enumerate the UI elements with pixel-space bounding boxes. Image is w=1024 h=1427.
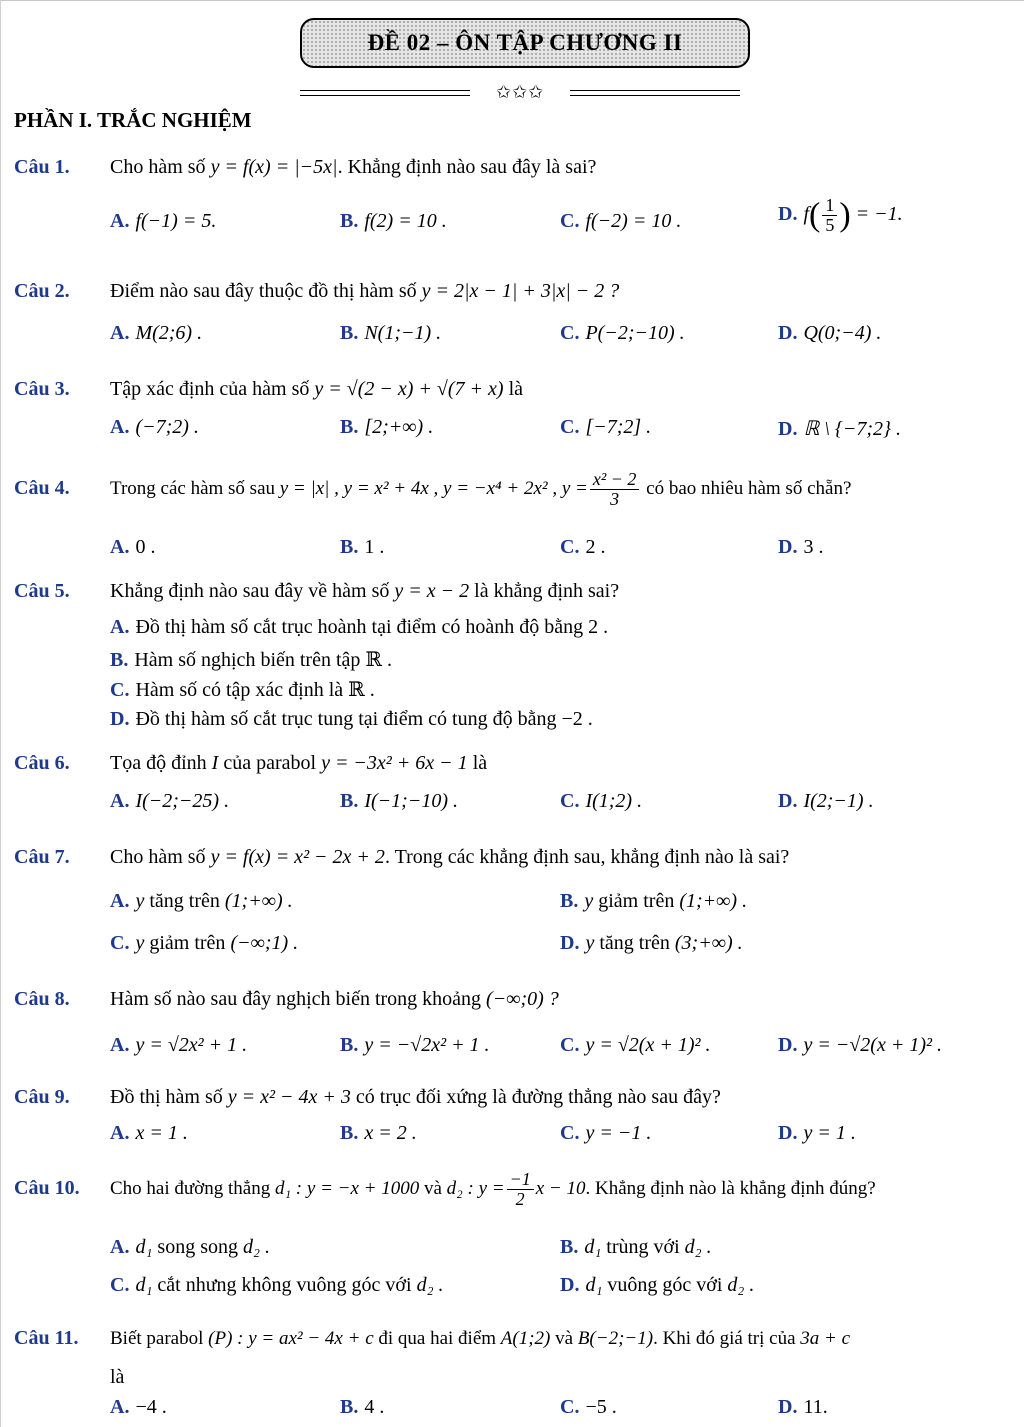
answer-option[interactable]: A. f(−1) = 5. <box>110 210 217 232</box>
question-number: Câu 7. <box>14 846 70 868</box>
answer-option[interactable]: B. f(2) = 10 . <box>340 210 447 232</box>
question-9 <box>14 1086 1024 1109</box>
math-expression: d₁ : y = −x + 1000 <box>274 1177 420 1199</box>
math-expression: (P) : y = ax² − 4x + c <box>208 1328 374 1349</box>
math-expression: y = f(x) = x² − 2x + 2 <box>210 846 385 868</box>
question-text: đi qua hai điểm <box>378 1328 497 1349</box>
question-number: Câu 4. <box>14 476 70 499</box>
question-7 <box>14 846 1024 869</box>
question-number: Câu 2. <box>14 280 70 302</box>
question-text: Cho hàm số <box>110 156 206 178</box>
page-title: ĐỀ 02 – ÔN TẬP CHƯƠNG II <box>300 18 750 68</box>
math-expression: y = 2|x − 1| + 3|x| − 2 ? <box>421 280 620 302</box>
answer-option[interactable]: A. (−7;2) . <box>110 416 199 438</box>
question-text: Hàm số nào sau đây nghịch biến trong khoảng <box>110 988 482 1010</box>
answer-option[interactable]: A. 0 . <box>110 536 156 558</box>
math-expression: y = x − 2 <box>394 580 470 602</box>
divider-right <box>570 90 740 96</box>
question-text: Cho hai đường thẳng <box>110 1177 271 1199</box>
question-number: Câu 11. <box>14 1327 79 1349</box>
answer-option[interactable]: A. y = √2x² + 1 . <box>110 1034 248 1056</box>
question-text: Biết parabol <box>110 1328 204 1349</box>
answer-option[interactable]: C. y giảm trên (−∞;1) . <box>110 932 299 954</box>
question-number: Câu 5. <box>14 580 70 602</box>
question-text: Đồ thị hàm số <box>110 1086 223 1108</box>
answer-option[interactable]: C. P(−2;−10) . <box>560 322 685 344</box>
answer-option[interactable]: C. −5 . <box>560 1396 617 1418</box>
answer-option[interactable]: B. x = 2 . <box>340 1122 417 1144</box>
answer-option[interactable]: A. −4 . <box>110 1396 167 1418</box>
question-number: Câu 6. <box>14 752 70 774</box>
answer-option[interactable]: D. 3 . <box>778 536 824 558</box>
math-expression: y = f(x) = |−5x| <box>210 156 338 178</box>
answer-option[interactable]: D. ℝ \ {−7;2} . <box>778 418 902 440</box>
answer-option[interactable]: D. y tăng trên (3;+∞) . <box>560 932 743 954</box>
answer-option[interactable]: A. y tăng trên (1;+∞) . <box>110 890 293 912</box>
math-expression: (−∞;0) ? <box>486 988 559 1010</box>
answer-option[interactable]: C. Hàm số có tập xác định là ℝ . <box>110 679 375 701</box>
math-expression: y = x² − 4x + 3 <box>227 1086 351 1108</box>
math-expression: y = |x| , y = x² + 4x , y = −x⁴ + 2x² , y = <box>279 477 588 499</box>
question-text: . Khẳng định nào là khẳng định đúng? <box>585 1177 876 1199</box>
question-11: Câu 11. Biết parabol (P) : y = ax² − 4x + c đi qua hai điểm A(1;2) và B(−2;−1). Khi đó giá trị của 3a + c <box>14 1327 851 1349</box>
math-expression: d₂ : y = <box>446 1177 505 1199</box>
question-number: Câu 9. <box>14 1086 70 1108</box>
answer-option[interactable]: B. y giảm trên (1;+∞) . <box>560 890 748 912</box>
question-1 <box>14 156 1024 179</box>
question-text: . Khẳng định nào sau đây là sai? <box>337 156 597 178</box>
answer-option[interactable]: C. [−7;2] . <box>560 416 652 438</box>
question-number: Câu 10. <box>14 1176 80 1199</box>
answer-option[interactable]: B. y = −√2x² + 1 . <box>340 1034 490 1056</box>
question-8 <box>14 988 1024 1011</box>
answer-option[interactable]: A. I(−2;−25) . <box>110 790 230 812</box>
question-text: . Trong các khẳng định sau, khẳng định nào là sai? <box>384 846 790 868</box>
question-text: Tọa độ đỉnh <box>110 752 207 774</box>
question-3 <box>14 378 1024 401</box>
answer-option[interactable]: D. I(2;−1) . <box>778 790 874 812</box>
answer-option[interactable]: B. d₁ trùng với d₂ . <box>560 1236 712 1258</box>
answer-option[interactable]: D. y = 1 . <box>778 1122 856 1144</box>
question-6: Câu 6. Tọa độ đỉnh I của parabol y = −3x² + 6x − 1 là <box>14 752 488 774</box>
question-2 <box>14 280 1024 303</box>
question-text: là khẳng định sai? <box>474 580 620 602</box>
question-text: Điểm nào sau đây thuộc đồ thị hàm số <box>110 280 417 302</box>
answer-option[interactable]: A. Đồ thị hàm số cắt trục hoành tại điểm có hoành độ bằng 2 . <box>110 616 609 638</box>
answer-option[interactable]: A. M(2;6) . <box>110 322 203 344</box>
question-text: là <box>508 378 524 400</box>
question-number: Câu 8. <box>14 988 70 1010</box>
answer-option[interactable]: A. d₁ song song d₂ . <box>110 1236 270 1258</box>
question-text: là <box>472 752 488 774</box>
answer-option[interactable]: D. 11. <box>778 1396 828 1418</box>
question-10: Câu 10. Cho hai đường thẳng d₁ : y = −x + 1000 và d₂ : y = $\frac{-1}{2}$ x − 10. Khẳng định nào là khẳng định đúng? <box>14 1169 876 1209</box>
answer-option[interactable]: C. d₁ cắt nhưng không vuông góc với d₂ . <box>110 1274 444 1296</box>
answer-option[interactable]: B. 4 . <box>340 1396 385 1418</box>
question-number: Câu 3. <box>14 378 70 400</box>
question-text: là <box>110 1366 125 1388</box>
answer-option[interactable]: C. f(−2) = 10 . <box>560 210 682 232</box>
left-border <box>0 0 1 1427</box>
answer-option[interactable]: B. I(−1;−10) . <box>340 790 458 812</box>
answer-option[interactable]: D. f( $\frac{1}{5}$ ) = −1. <box>778 195 903 235</box>
answer-option[interactable]: A. x = 1 . <box>110 1122 188 1144</box>
answer-option[interactable]: D. Q(0;−4) . <box>778 322 882 344</box>
answer-option[interactable]: C. 2 . <box>560 536 606 558</box>
stars-icon: ✩✩✩ <box>496 82 545 102</box>
question-5 <box>14 580 1024 603</box>
divider-left <box>300 90 470 96</box>
question-text: và <box>423 1177 442 1199</box>
top-border <box>0 0 1024 1</box>
question-text: Khẳng định nào sau đây về hàm số <box>110 580 390 602</box>
answer-option[interactable]: B. [2;+∞) . <box>340 416 434 438</box>
question-4: Câu 4. Trong các hàm số sau y = |x| , y = x² + 4x , y = −x⁴ + 2x² , y = $\frac{\text{x² − 2}}{3}$ có bao nhiêu hàm số chẵn? <box>14 469 852 509</box>
section-heading: PHẦN I. TRẮC NGHIỆM <box>14 108 252 132</box>
question-text: Trong các hàm số sau <box>110 477 275 499</box>
question-text: Tập xác định của hàm số <box>110 378 310 400</box>
answer-option[interactable]: B. 1 . <box>340 536 385 558</box>
answer-option[interactable]: C. I(1;2) . <box>560 790 643 812</box>
answer-option[interactable]: C. y = √2(x + 1)² . <box>560 1034 711 1056</box>
answer-option[interactable]: B. N(1;−1) . <box>340 322 442 344</box>
answer-option[interactable]: B. Hàm số nghịch biến trên tập ℝ . <box>110 649 393 671</box>
question-text: và <box>555 1328 574 1349</box>
question-text: có trục đối xứng là đường thẳng nào sau đây? <box>355 1086 721 1108</box>
question-text: của parabol <box>223 752 317 774</box>
question-text: Cho hàm số <box>110 846 206 868</box>
answer-option[interactable]: C. y = −1 . <box>560 1122 652 1144</box>
question-text: . Khi đó giá trị của <box>653 1328 796 1349</box>
answer-option[interactable]: D. y = −√2(x + 1)² . <box>778 1034 942 1056</box>
title-decoration <box>300 84 740 108</box>
question-text: có bao nhiêu hàm số chẵn? <box>646 477 852 499</box>
math-expression: y = −3x² + 6x − 1 <box>321 752 468 774</box>
answer-option[interactable]: D. Đồ thị hàm số cắt trục tung tại điểm có tung độ bằng −2 . <box>110 708 593 730</box>
answer-option[interactable]: D. d₁ vuông góc với d₂ . <box>560 1274 755 1296</box>
math-expression: y = √(2 − x) + √(7 + x) <box>314 378 504 400</box>
question-number: Câu 1. <box>14 156 70 178</box>
